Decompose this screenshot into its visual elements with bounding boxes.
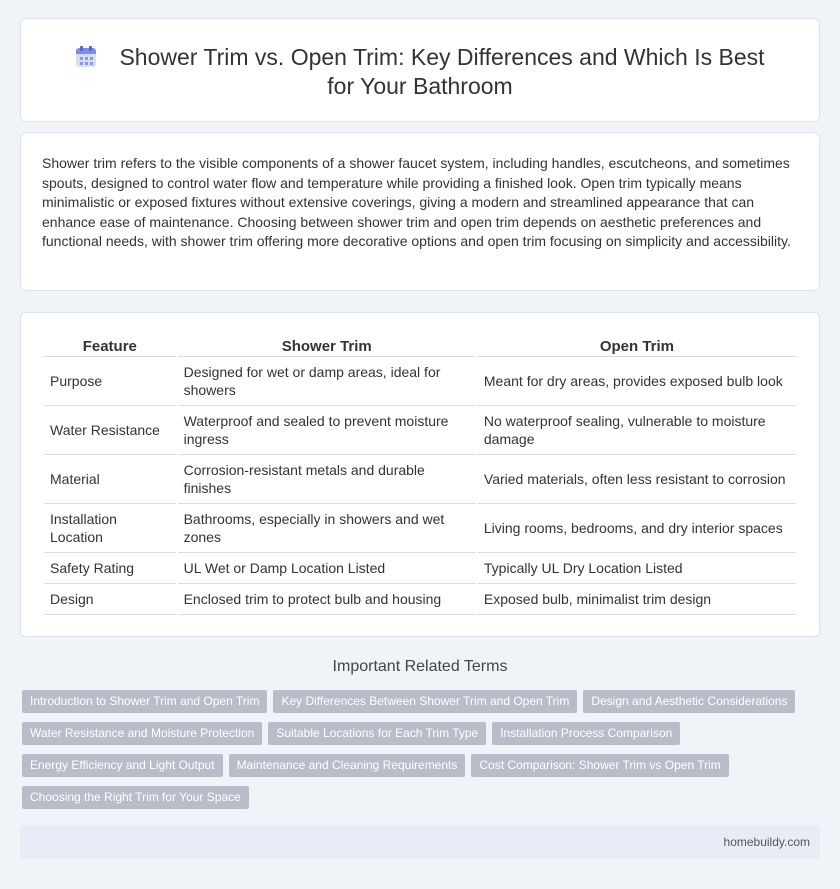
related-term-tag[interactable]: Maintenance and Cleaning Requirements	[229, 754, 466, 777]
related-term-tag[interactable]: Suitable Locations for Each Trim Type	[268, 722, 486, 745]
related-terms-heading: Important Related Terms	[332, 658, 508, 675]
table-row	[44, 455, 796, 504]
row-shower-trim: Enclosed trim to protect bulb and housing	[178, 584, 476, 615]
row-open-trim: Varied materials, often less resistant to corrosion	[478, 455, 796, 504]
row-shower-trim: UL Wet or Damp Location Listed	[178, 553, 476, 584]
intro-paragraph: Shower trim refers to the visible components of a shower faucet system, including handles, escutcheons, and sometimes spouts, designed to control water flow and temperature while providing a finished look. Open trim typically means minimalistic or exposed fixtures without extensive coverings, giving a modern and streamlined appearance that can enhance ease of maintenance. Choosing between shower trim and open trim depends on aesthetic preferences and functional needs, with shower trim offering more decorative options and open trim focusing on simplicity and accessibility.	[42, 155, 791, 249]
footer-site-link[interactable]: homebuildy.com	[723, 835, 810, 849]
row-open-trim: No waterproof sealing, vulnerable to moisture damage	[478, 406, 796, 455]
table-row	[44, 504, 796, 553]
table-row	[44, 357, 796, 406]
comparison-card	[20, 312, 820, 637]
table-row	[44, 553, 796, 584]
related-term-tag[interactable]: Energy Efficiency and Light Output	[22, 754, 223, 777]
row-shower-trim: Corrosion-resistant metals and durable finishes	[178, 455, 476, 504]
row-open-trim: Living rooms, bedrooms, and dry interior spaces	[478, 504, 796, 553]
related-term-tag[interactable]: Choosing the Right Trim for Your Space	[22, 786, 249, 809]
row-feature: Purpose	[44, 357, 176, 406]
table-row	[44, 406, 796, 455]
row-feature: Safety Rating	[44, 553, 176, 584]
related-term-tag[interactable]: Design and Aesthetic Considerations	[583, 690, 795, 713]
row-shower-trim: Waterproof and sealed to prevent moisture ingress	[178, 406, 476, 455]
related-term-tag[interactable]: Cost Comparison: Shower Trim vs Open Trim	[471, 754, 728, 777]
page-title-wrap	[21, 43, 819, 101]
column-header-feature: Feature	[44, 335, 176, 357]
table-header-row	[44, 335, 796, 357]
footer-bar	[20, 825, 820, 859]
column-header-shower-trim: Shower Trim	[178, 335, 476, 357]
row-shower-trim: Designed for wet or damp areas, ideal for showers	[178, 357, 476, 406]
row-open-trim: Typically UL Dry Location Listed	[478, 553, 796, 584]
row-open-trim: Exposed bulb, minimalist trim design	[478, 584, 796, 615]
row-open-trim: Meant for dry areas, provides exposed bulb look	[478, 357, 796, 406]
intro-card	[20, 132, 820, 291]
related-term-tag[interactable]: Water Resistance and Moisture Protection	[22, 722, 262, 745]
page-title: Shower Trim vs. Open Trim: Key Differences and Which Is Best for Your Bathroom	[119, 44, 765, 99]
comparison-table	[42, 335, 798, 615]
related-term-tag[interactable]: Installation Process Comparison	[492, 722, 680, 745]
related-term-tag[interactable]: Key Differences Between Shower Trim and Open Trim	[273, 690, 577, 713]
title-card	[20, 18, 820, 122]
row-feature: Design	[44, 584, 176, 615]
calendar-icon	[75, 46, 97, 68]
related-terms-list	[22, 690, 802, 809]
column-header-open-trim: Open Trim	[478, 335, 796, 357]
row-feature: Material	[44, 455, 176, 504]
row-feature: Water Resistance	[44, 406, 176, 455]
row-shower-trim: Bathrooms, especially in showers and wet zones	[178, 504, 476, 553]
row-feature: Installation Location	[44, 504, 176, 553]
related-term-tag[interactable]: Introduction to Shower Trim and Open Trim	[22, 690, 267, 713]
table-row	[44, 584, 796, 615]
